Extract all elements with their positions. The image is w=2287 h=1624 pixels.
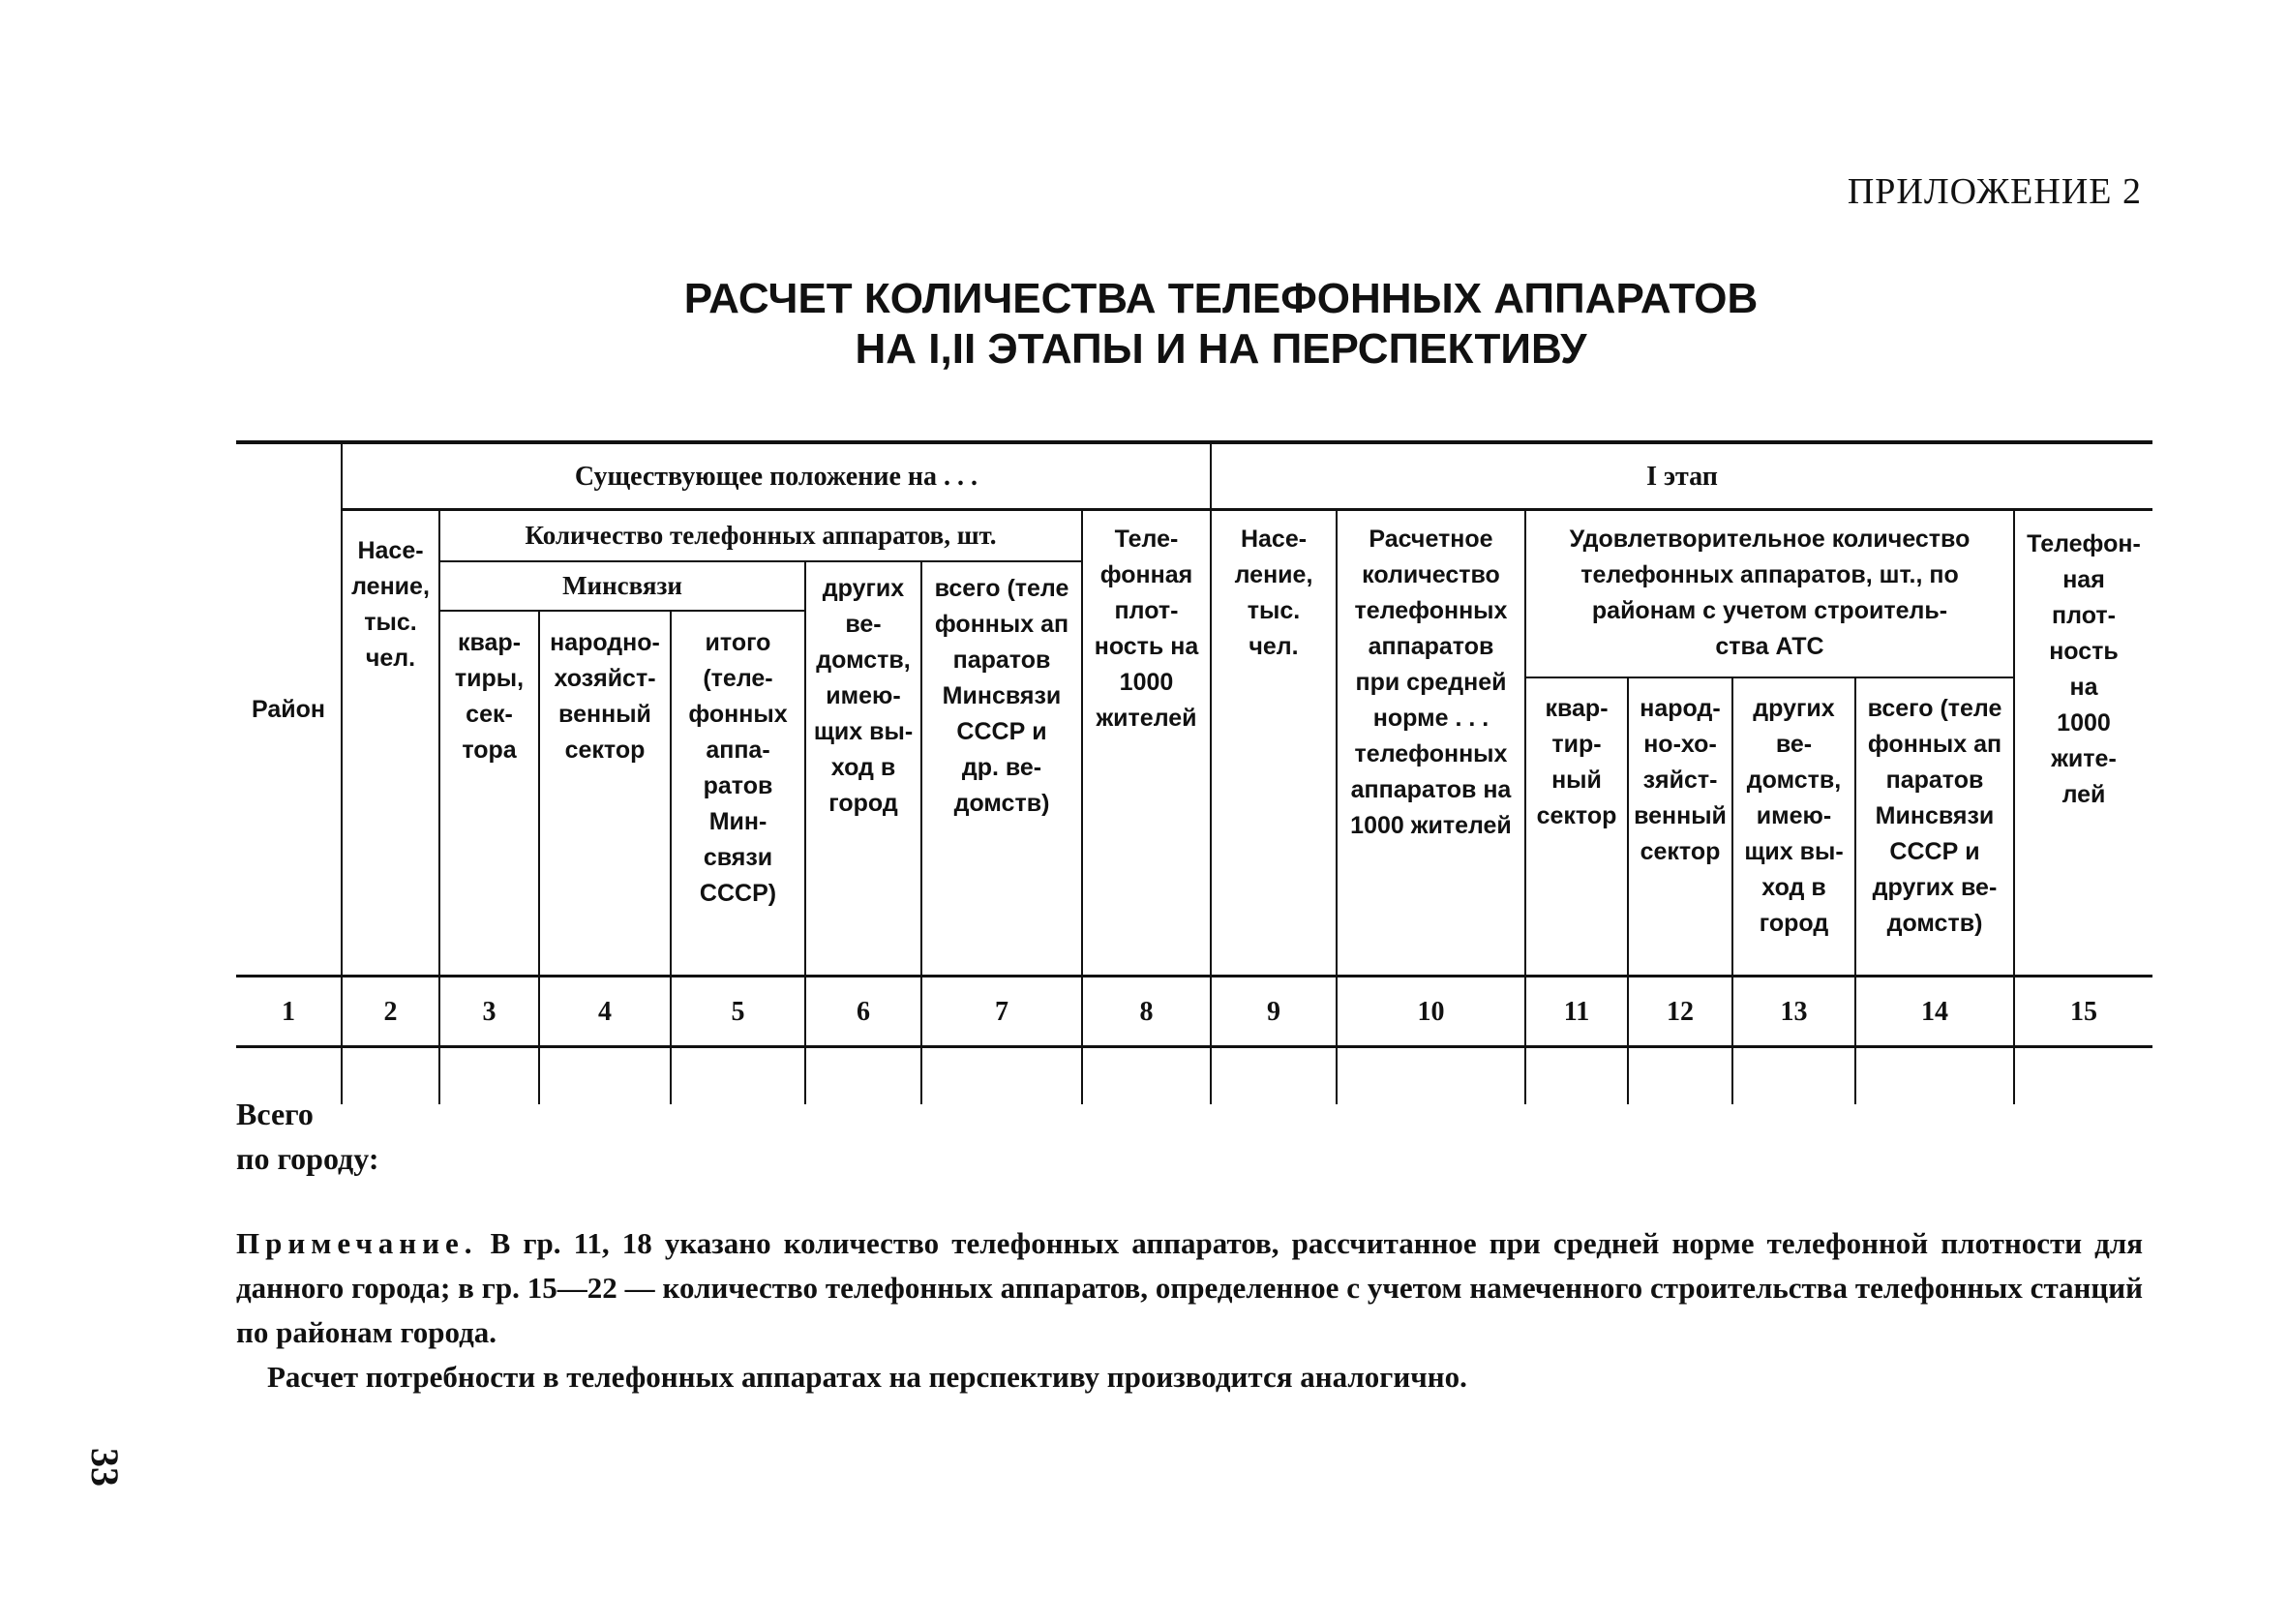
- header-satisfactory: Удовлетворительное количество телефонных аппаратов, шт., по районам с учетом строитель- ства АТС: [1569, 526, 1971, 660]
- col-number-11: 11: [1563, 996, 1590, 1027]
- header-col12: народ- но-хо- зяйст- венный сектор: [1634, 695, 1727, 865]
- note-text: В гр. 11, 18 указано количество телефонных аппаратов, рассчитанное при средней норме телефонной плотности для данного города; в гр. 15—22 — количество телефонных аппаратов, определенное с учетом намеченного строительства телефонных станций по районам города.: [236, 1226, 2144, 1349]
- note-paragraph: [236, 1221, 2143, 1355]
- header-col15: Телефон- ная плот- ность на 1000 жите- лей: [2027, 530, 2141, 808]
- col-number-8: 8: [1139, 996, 1154, 1027]
- header-col14: всего (теле фонных ап паратов Минсвязи СССР и других ве- домств): [1867, 695, 2002, 937]
- col-number-15: 15: [2070, 996, 2097, 1027]
- header-col2: Насе- ление, тыс. чел.: [351, 537, 430, 672]
- header-col11: квар- тир- ный сектор: [1536, 695, 1617, 829]
- header-existing: Существующее положение на . . .: [574, 461, 978, 492]
- col-number-5: 5: [731, 996, 745, 1027]
- header-col9: Насе- ление, тыс. чел.: [1234, 526, 1313, 660]
- rule-numbers-bottom: [236, 1045, 2152, 1048]
- col-number-6: 6: [857, 996, 870, 1027]
- header-col13: других ве- домств, имею- щих вы- ход в город: [1744, 695, 1844, 937]
- header-stage1: I этап: [1646, 461, 1718, 492]
- col-number-1: 1: [282, 996, 295, 1027]
- rule-under-minsvyazi: [440, 610, 804, 612]
- header-col5: итого (теле- фонных аппа- ратов Мин- связи СССР): [688, 629, 788, 907]
- header-col6: других ве- домств, имею- щих вы- ход в город: [813, 575, 914, 817]
- header-col3: квар- тиры, сек- тора: [454, 629, 525, 764]
- col-number-10: 10: [1417, 996, 1445, 1027]
- col-number-4: 4: [598, 996, 612, 1027]
- header-rayon: Район: [252, 695, 325, 723]
- rule-under-satisfactory: [1525, 677, 2014, 678]
- header-col10: Расчетное количество телефонных аппаратов при средней норме . . . телефонных аппаратов на 1000 жителей: [1350, 526, 1512, 839]
- title-line-2: НА I,II ЭТАПЫ И НА ПЕРСПЕКТИВУ: [855, 325, 1587, 373]
- note-label: Примечание.: [236, 1226, 478, 1260]
- col-number-12: 12: [1667, 996, 1694, 1027]
- page-number: 33: [83, 1448, 127, 1487]
- col-number-7: 7: [995, 996, 1008, 1027]
- col-number-3: 3: [482, 996, 497, 1027]
- appendix-label: ПРИЛОЖЕНИЕ 2: [1847, 171, 2142, 212]
- title-line-1: РАСЧЕТ КОЛИЧЕСТВА ТЕЛЕФОННЫХ АППАРАТОВ: [683, 275, 1759, 322]
- total-label: Всего по городу:: [236, 1097, 379, 1176]
- header-qty: Количество телефонных аппаратов, шт.: [525, 521, 997, 550]
- col-number-2: 2: [383, 996, 398, 1027]
- header-col4: народно- хозяйст- венный сектор: [550, 629, 660, 764]
- col-number-9: 9: [1267, 996, 1280, 1027]
- col-number-13: 13: [1780, 996, 1808, 1027]
- header-col7: всего (теле фонных ап паратов Минсвязи СССР и др. ве- домств): [934, 575, 1069, 817]
- col-number-14: 14: [1921, 996, 1948, 1027]
- header-col8: Теле- фонная плот- ность на 1000 жителей: [1094, 526, 1199, 732]
- header-minsvyazi: Минсвязи: [562, 571, 682, 600]
- note-second-paragraph: Расчет потребности в телефонных аппаратах на перспективу производится аналогично.: [267, 1360, 1467, 1394]
